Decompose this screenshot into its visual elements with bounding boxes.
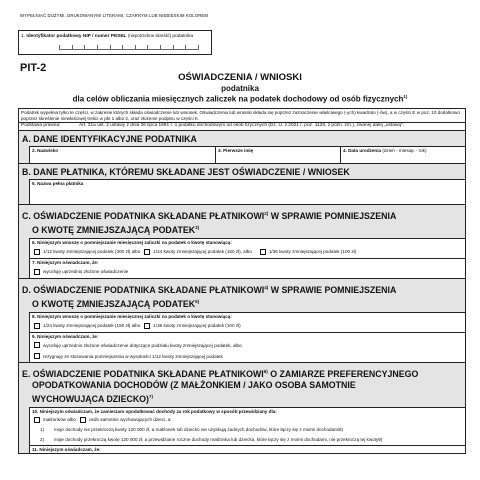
section-a: [19, 131, 465, 164]
form-body: [18, 108, 466, 454]
field-6-label: 6. Niniejszym wnoszę o pomniejszanie miesięcznej zaliczki na podatek o kwotę stanowiącą:: [32, 239, 232, 245]
d-resign-checkbox[interactable]: [34, 353, 40, 359]
e-spouses-checkbox[interactable]: [34, 417, 40, 423]
section-c-title: C. OŚWIADCZENIE PODATNIKA SKŁADANE PŁATNIKOWI$^{2)}$ W SPRAWIE POMNIEJSZENIA O KWOTĘ ZMNIEJSZAJĄCĄ PODATEK$^{3)}$: [22, 210, 397, 235]
section-c: C. OŚWIADCZENIE PODATNIKA SKŁADANE PŁATNIKOWI$^{2)}$ W SPRAWIE POMNIEJSZENIA O KWOTĘ ZMNIEJSZAJĄCĄ PODATEK$^{3)}$ 6. Niniejszym wnoszę o pomniejszanie miesięcznej zaliczki na podatek o kwotę stanowiącą: 1/12 kwoty zmniejszającej podatek (300 zł) albo 1/24 kwoty zmniejszającej podatek (150 zł), albo 1/36 kwoty zmniejszającej podatek (100 zł) 7. Niniejszym oświadczam, że: wycofuję uprzednio złożone oświadczenie: [19, 205, 465, 279]
section-e: E. OŚWIADCZENIE PODATNIKA SKŁADANE PŁATNIKOWI$^{6)}$ O ZAMIARZE PREFERENCYJNEGO OPODATKOWANIA DOCHODÓW (Z MAŁŻONKIEM / JAKO OSOBA SAMOTNIE WYCHOWUJĄCA DZIECKO)$^{7)}$ 10. Niniejszym oświadczam, że zamierzam opodatkować dochody za rok podatkowy w sposób przewidziany dla: małżonków albo osób samotnie wychowujących dzieci, a: 1) moje dochody nie przekroczą kwoty 120 000 zł, a małżonek lub dziecko nie uzyskują żadnych dochodów, które łączy się z moimi dochodami 8) 2) moje dochody przekroczą kwotę 120 000 zł, a przewidziane roczne dochody małżonka lub dziecka, które łączy się z moimi dochodami, nie przekroczą tej kwoty 9) 11. Niniejszym oświadczam, że:: [19, 363, 465, 453]
field-11-label: 11. Niniejszym oświadczam, że:: [32, 446, 101, 452]
section-d-title: D. OŚWIADCZENIE PODATNIKA SKŁADANE PŁATNIKOWI$^{4)}$ W SPRAWIE POMNIEJSZENIA O KWOTĘ ZMNIEJSZAJĄCĄ PODATEK$^{5)}$: [22, 284, 397, 309]
form-title: OŚWIADCZENIA / WNIOSKI: [178, 72, 302, 83]
c-withdraw-checkbox[interactable]: [34, 269, 40, 275]
taxpayer-id-label: 1. Identyfikator podatkowy NIP / numer PESEL (niepotrzebne skreślić) podatnika: [21, 33, 194, 39]
d-option-1-36-checkbox[interactable]: [144, 323, 150, 329]
taxpayer-id-input[interactable]: [59, 45, 199, 50]
field-10-label: 10. Niniejszym oświadczam, że zamierzam opodatkować dochody za rok podatkowy w sposób przewidziany dla:: [32, 408, 277, 414]
surname-field[interactable]: 2. Nazwisko: [30, 147, 216, 163]
e-point-2: 2) moje dochody przekroczą kwotę 120 000 zł, a przewidziane roczne dochody małżonka lub dziecka, które łączy się z moimi dochodami, nie przekroczą tej kwoty 9): [40, 437, 383, 443]
section-e-title: E. OŚWIADCZENIE PODATNIKA SKŁADANE PŁATNIKOWI$^{6)}$ O ZAMIARZE PREFERENCYJNEGO OPODATKOWANIA DOCHODÓW (Z MAŁŻONKIEM / JAKO OSOBA SAMOTNIE WYCHOWUJĄCA DZIECKO)$^{7)}$: [22, 368, 419, 404]
section-b-title: B. DANE PŁATNIKA, KTÓREMU SKŁADANE JEST OŚWIADCZENIE / WNIOSEK: [22, 166, 350, 177]
payer-name-field[interactable]: 5. Nazwa pełna płatnika: [32, 180, 84, 186]
d-withdraw-checkbox[interactable]: [34, 342, 40, 348]
c-option-1-36-checkbox[interactable]: [260, 249, 266, 255]
first-name-field[interactable]: 3. Pierwsze imię: [216, 147, 341, 163]
form-subtitle: podatnika: [221, 84, 259, 93]
field-7-label: 7. Niniejszym oświadczam, że:: [32, 259, 99, 265]
taxpayer-id-box: [18, 30, 212, 55]
c-option-1-12-checkbox[interactable]: [34, 249, 40, 255]
d-option-1-24-checkbox[interactable]: [34, 323, 40, 329]
field-8-label: 8. Niniejszym wnoszę o pomniejszanie miesięcznej zaliczki na podatek o kwotę stanowiącą:: [32, 313, 232, 319]
intro-text: Podatnik wypełnia tylko te części, w zakresie których składa oświadczenie lub wniosek. Oświadczenia lub wnioski składa się poprzez zaznaczenie właściwego (-ych) kwadratu (-ów), a w części E w poz. 10 dodatkowo poprzez skreślenie niewłaściwej treści w pkt 1 albo 2, oraz złożenie podpisu w części K.: [19, 109, 465, 123]
fill-instruction: WYPEŁNIAĆ DUŻYMI, DRUKOWANYMI LITERAMI, CZARNYM LUB NIEBIESKIM KOLOREM: [20, 13, 209, 18]
c-option-1-24-checkbox[interactable]: [144, 249, 150, 255]
legal-basis: Podstawa prawna: Art. 31a ust. 2 ustawy z dnia 26 lipca 1991 r. o podatku dochodowym od osób fizycznych (Dz. U. z 2021 r. poz. 1128, z późn. zm.), zwanej dalej „ustawą”.: [19, 123, 465, 131]
field-9-label: 9. Niniejszym oświadczam, że:: [32, 333, 99, 339]
form-purpose: dla celów obliczania miesięcznych zaliczek na podatek dochodowy od osób fizycznych$^{1)}$: [72, 94, 408, 104]
e-point-1: 1) moje dochody nie przekroczą kwoty 120 000 zł, a małżonek lub dziecko nie uzyskują żadnych dochodów, które łączy się z moimi dochodami 8): [40, 427, 343, 433]
form-code: PIT-2: [20, 62, 47, 74]
section-d: D. OŚWIADCZENIE PODATNIKA SKŁADANE PŁATNIKOWI$^{4)}$ W SPRAWIE POMNIEJSZENIA O KWOTĘ ZMNIEJSZAJĄCĄ PODATEK$^{5)}$ 8. Niniejszym wnoszę o pomniejszanie miesięcznej zaliczki na podatek o kwotę stanowiącą: 1/24 kwoty zmniejszającej podatek (150 zł) albo 1/36 kwoty zmniejszającej podatek (100 zł) 9. Niniejszym oświadczam, że: wycofuję uprzednio złożone oświadczenie dotyczące podziału kwoty zmniejszającej podatek, albo rezygnuję ze stosowania pomniejszenia w wysokości 1/12 kwoty zmniejszającej podatek: [19, 279, 465, 363]
e-single-parent-checkbox[interactable]: [80, 417, 86, 423]
section-a-title: A. DANE IDENTYFIKACYJNE PODATNIKA: [22, 133, 197, 144]
birth-date-field[interactable]: 4. Data urodzenia (dzień - miesiąc - rok): [343, 147, 427, 153]
section-b: [19, 164, 465, 205]
